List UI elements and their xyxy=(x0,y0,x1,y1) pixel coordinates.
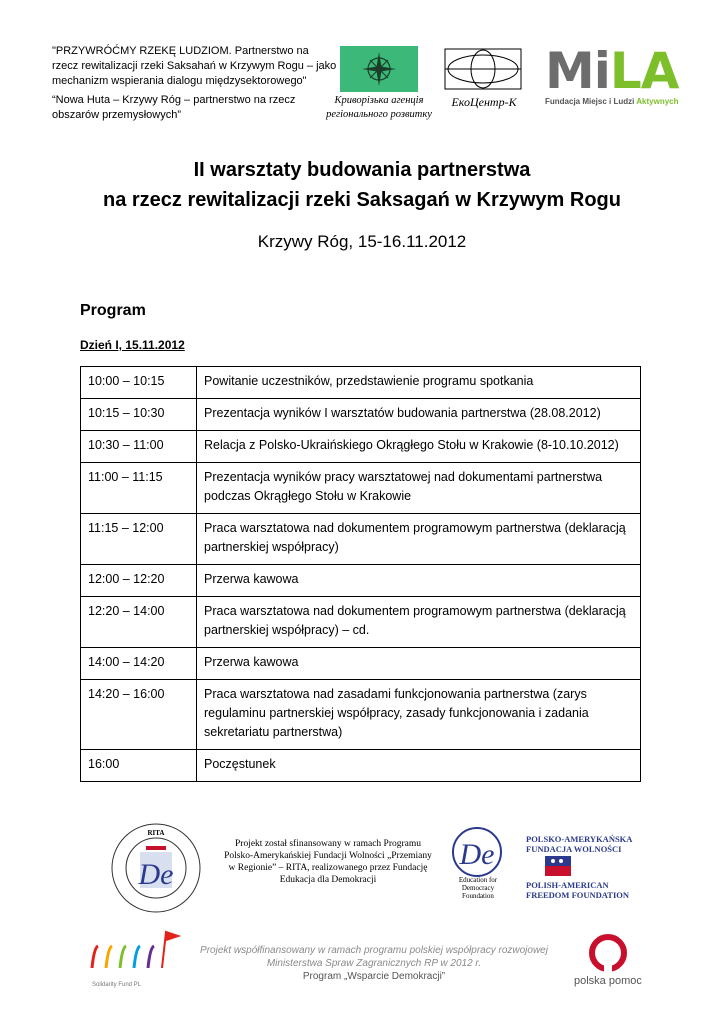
schedule-row xyxy=(81,463,641,514)
rita-seal xyxy=(110,822,202,914)
mila-caption-text xyxy=(0,0,1,1)
schedule-row xyxy=(81,648,641,680)
project-secondary: “Nowa Huta – Krzywy Róg – partnerstwo na rzecz obszarów przemysłowych” xyxy=(52,94,296,121)
schedule-time: 12:20 – 14:00 xyxy=(81,597,197,648)
polska-pomoc-label: polska pomoc xyxy=(574,975,642,987)
efd-name: Education for Democracy Foundation xyxy=(458,876,498,900)
title-line-2: na rzecz rewitalizacji rzeki Saksagań w Krzywym Rogu xyxy=(103,189,621,211)
schedule-activity: Praca warsztatowa nad dokumentem programowym partnerstwa (deklaracją partnerskiej współpracy) – cd. xyxy=(197,597,641,648)
polska-pomoc-logo xyxy=(586,934,630,972)
schedule-time: 10:15 – 10:30 xyxy=(81,399,197,431)
polska-pomoc-icon xyxy=(586,934,630,972)
schedule-row xyxy=(81,367,641,399)
day-heading: Dzień I, 15.11.2012 xyxy=(80,338,185,352)
schedule-time: 10:00 – 10:15 xyxy=(81,367,197,399)
schedule-activity: Poczęstunek xyxy=(197,750,641,782)
agency-line-1: Криворізька агенція xyxy=(334,95,424,106)
solidarity-fund-logo xyxy=(86,928,186,978)
schedule-time: 11:15 – 12:00 xyxy=(81,514,197,565)
schedule-time: 16:00 xyxy=(81,750,197,782)
pafw-en-line-1: POLISH-AMERICAN xyxy=(526,880,609,890)
compass-icon xyxy=(340,46,418,92)
flag-icon xyxy=(545,856,571,876)
agency-line-2: регіонального розвитку xyxy=(326,109,432,120)
schedule-activity: Powitanie uczestników, przedstawienie programu spotkania xyxy=(197,367,641,399)
schedule-activity: Praca warsztatowa nad zasadami funkcjonowania partnerstwa (zarys regulaminu partnerskiej współpracy, zasady funkcjonowania i zadania sekretariatu partnerstwa) xyxy=(197,680,641,750)
schedule-activity: Przerwa kawowa xyxy=(197,565,641,597)
cofinance-text xyxy=(196,944,552,983)
schedule-row xyxy=(81,750,641,782)
pafw-en-line-2: FREEDOM FOUNDATION xyxy=(526,890,630,900)
schedule-time: 14:00 – 14:20 xyxy=(81,648,197,680)
svg-text:De: De xyxy=(138,858,174,891)
schedule-activity: Przerwa kawowa xyxy=(197,648,641,680)
schedule-activity: Prezentacja wyników I warsztatów budowania partnerstwa (28.08.2012) xyxy=(197,399,641,431)
ecocenter-name: ЕкоЦентр-К xyxy=(451,95,517,109)
pafw-pl xyxy=(526,834,632,854)
schedule-row xyxy=(81,565,641,597)
schedule-row xyxy=(81,597,641,648)
agency-caption xyxy=(316,94,442,122)
pafw-pl-line-1: POLSKO-AMERYKAŃSKA xyxy=(526,834,633,844)
funding-text: Projekt został sfinansowany w ramach Programu Polsko-Amerykańskiej Fundacji Wolności „Przemiany w Regionie” – RITA, realizowanego przez Fundację Edukacja dla Demokracji xyxy=(224,839,432,885)
schedule-row xyxy=(81,399,641,431)
cofinance-line-1: Projekt współfinansowany w ramach programu polskiej współpracy rozwojowej xyxy=(200,945,548,956)
schedule-activity: Praca warsztatowa nad dokumentem programowym partnerstwa (deklaracją partnerskiej współpracy) xyxy=(197,514,641,565)
mila-caption: Fundacja Miejsc i Ludzi Aktywnych xyxy=(545,97,679,106)
schedule-row xyxy=(81,431,641,463)
schedule-activity: Relacja z Polsko-Ukraińskiego Okrągłego Stołu w Krakowie (8-10.10.2012) xyxy=(197,431,641,463)
rita-seal-icon xyxy=(110,822,202,914)
schedule-table xyxy=(80,366,641,782)
solidarity-caption: Solidarity Fund PL xyxy=(92,982,142,988)
svg-text:De: De xyxy=(459,838,495,871)
mila-logo: MiLA xyxy=(545,42,679,100)
cofinance-line-3: Program „Wsparcie Demokracji” xyxy=(302,971,446,982)
schedule-time: 11:00 – 11:15 xyxy=(81,463,197,514)
schedule-time: 14:20 – 16:00 xyxy=(81,680,197,750)
section-heading: Program xyxy=(80,302,146,319)
agency-logo xyxy=(340,46,418,92)
ecocenter-logo xyxy=(444,48,522,90)
schedule-activity: Prezentacja wyników pracy warsztatowej nad dokumentami partnerstwa podczas Okrągłego Stołu w Krakowie xyxy=(197,463,641,514)
pafw-en xyxy=(526,880,629,900)
cofinance-line-2: Ministerstwa Spraw Zagranicznych RP w 2012 r. xyxy=(266,958,482,969)
schedule-row xyxy=(81,514,641,565)
subtitle: Krzywy Róg, 15-16.11.2012 xyxy=(257,232,467,251)
schedule-time: 10:30 – 11:00 xyxy=(81,431,197,463)
solidarity-figures-icon xyxy=(86,928,186,978)
rita-ring-text: RITA xyxy=(147,829,165,837)
mila-logo-text xyxy=(545,46,546,47)
schedule-time: 12:00 – 12:20 xyxy=(81,565,197,597)
schedule-row xyxy=(81,680,641,750)
pafw-pl-line-2: FUNDACJA WOLNOŚCI xyxy=(526,844,622,854)
globe-icon xyxy=(444,48,522,90)
project-description: "PRZYWRÓĆMY RZEKĘ LUDZIOM. Partnerstwo na rzecz rewitalizacji rzeki Saksahań w Krzywym Rogu – jako mechanizm wspierania dialogu międzysektorowego" xyxy=(52,45,337,87)
title-line-1: II warsztaty budowania partnerstwa xyxy=(193,159,531,181)
